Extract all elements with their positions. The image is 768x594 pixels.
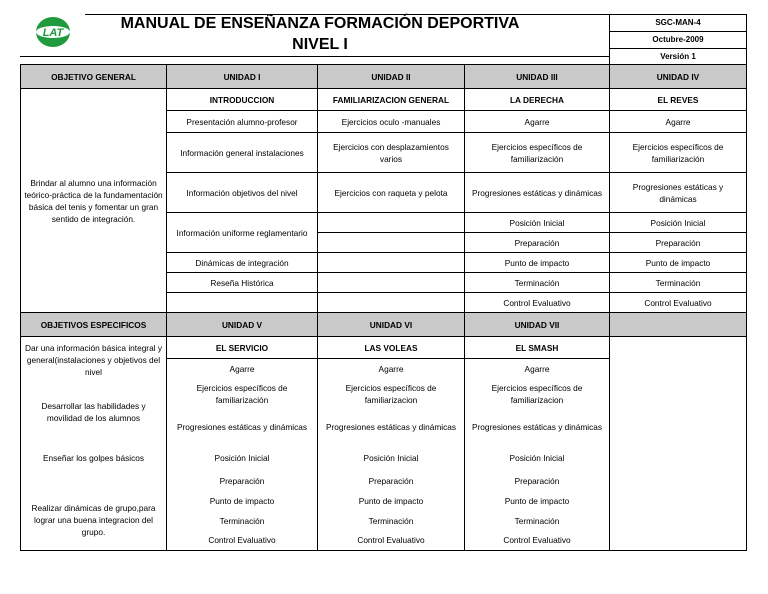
general-objective-text: Brindar al alumno una información teórico-práctica de la fundamentación básica del tenis y fomentar un gran sentido de integración.: [21, 89, 167, 313]
table-cell: Punto de impacto: [465, 253, 610, 273]
table-cell: [318, 233, 465, 253]
table-cell: Información general instalaciones: [167, 133, 318, 173]
specific-objective-text: Enseñar los golpes básicos: [21, 445, 167, 471]
curriculum-table: [20, 64, 747, 551]
logo-text: LAT: [42, 27, 64, 39]
title-rule: [85, 14, 610, 15]
table-cell: Reseña Histórica: [167, 273, 318, 293]
document-title: [95, 14, 545, 54]
empty-cell: [610, 337, 747, 551]
table-cell: Ejercicios específicos de familiarización: [167, 379, 318, 409]
table-cell: Posición Inicial: [465, 445, 610, 471]
table-cell: Agarre: [167, 359, 318, 379]
unit-header: UNIDAD I: [167, 65, 318, 89]
table-cell: Ejercicios específicos de familiarización: [465, 133, 610, 173]
unit-header: UNIDAD VII: [465, 313, 610, 337]
table-cell: Posición Inicial: [610, 213, 747, 233]
objetivos-especificos-header: OBJETIVOS ESPECIFICOS: [21, 313, 167, 337]
unit-title: LA DERECHA: [465, 89, 610, 111]
table-cell: [318, 273, 465, 293]
table-cell: Control Evaluativo: [465, 293, 610, 313]
document-code-box: [609, 14, 747, 66]
unit-title: FAMILIARIZACION GENERAL: [318, 89, 465, 111]
unit-title: INTRODUCCION: [167, 89, 318, 111]
table-cell: [318, 293, 465, 313]
table-cell: Control Evaluativo: [465, 531, 610, 551]
table-cell: Agarre: [465, 111, 610, 133]
table-cell: Punto de impacto: [318, 491, 465, 511]
table-cell: [318, 253, 465, 273]
specific-objective-text: Dar una información básica integral y general(instalaciones y objetivos del nivel: [21, 337, 167, 379]
unit-title: EL SERVICIO: [167, 337, 318, 359]
table-cell: Ejercicios con desplazamientos varios: [318, 133, 465, 173]
document-version: Versión 1: [609, 48, 747, 66]
table-cell: Agarre: [318, 359, 465, 379]
unit-title: LAS VOLEAS: [318, 337, 465, 359]
table-cell: Posición Inicial: [318, 445, 465, 471]
table-cell: Progresiones estáticas y dinámicas: [318, 409, 465, 445]
unit-header: UNIDAD IV: [610, 65, 747, 89]
table-cell: Preparación: [465, 233, 610, 253]
table-cell: Progresiones estáticas y dinámicas: [167, 409, 318, 445]
unit-header: UNIDAD III: [465, 65, 610, 89]
header-rule: [20, 56, 610, 57]
table-cell: Punto de impacto: [610, 253, 747, 273]
table-cell: Control Evaluativo: [318, 531, 465, 551]
table-cell: Ejercicios con raqueta y pelota: [318, 173, 465, 213]
document-code: SGC-MAN-4: [609, 14, 747, 31]
table-row: [21, 337, 747, 359]
table-cell: Terminación: [318, 511, 465, 531]
table-cell: Posición Inicial: [167, 445, 318, 471]
section2-header-row: [21, 313, 747, 337]
table-cell: Ejercicios específicos de familiarizacion: [465, 379, 610, 409]
table-cell: Terminación: [167, 511, 318, 531]
objetivo-general-header: OBJETIVO GENERAL: [21, 65, 167, 89]
table-cell: Progresiones estáticas y dinámicas: [610, 173, 747, 213]
table-cell: Preparación: [610, 233, 747, 253]
table-cell: Punto de impacto: [167, 491, 318, 511]
table-cell: Progresiones estáticas y dinámicas: [465, 409, 610, 445]
table-cell: Control Evaluativo: [610, 293, 747, 313]
specific-objective-text: Desarrollar las habilidades y movilidad de los alumnos: [21, 379, 167, 445]
table-row: [21, 89, 747, 111]
lat-logo: [33, 14, 73, 50]
table-cell: Control Evaluativo: [167, 531, 318, 551]
unit-header: UNIDAD II: [318, 65, 465, 89]
table-cell: Preparación: [465, 471, 610, 491]
document-date: Octubre-2009: [609, 31, 747, 48]
table-cell: [167, 293, 318, 313]
table-cell: Ejercicios específicos de familiarizacion: [318, 379, 465, 409]
table-cell: Ejercicios específicos de familiarización: [610, 133, 747, 173]
table-cell: Terminación: [465, 511, 610, 531]
table-cell: Agarre: [465, 359, 610, 379]
table-cell: Información objetivos del nivel: [167, 173, 318, 213]
table-cell: Preparación: [167, 471, 318, 491]
table-cell: Ejercicios oculo -manuales: [318, 111, 465, 133]
table-cell: Progresiones estáticas y dinámicas: [465, 173, 610, 213]
table-cell: Punto de impacto: [465, 491, 610, 511]
table-cell: [318, 213, 465, 233]
unit-header-empty: [610, 313, 747, 337]
section1-header-row: [21, 65, 747, 89]
spacer-cell: [21, 471, 167, 491]
table-cell: Presentación alumno-profesor: [167, 111, 318, 133]
title-line-1: MANUAL DE ENSEÑANZA FORMACIÓN DEPORTIVA: [120, 15, 520, 32]
table-cell: Dinámicas de integración: [167, 253, 318, 273]
specific-objective-text: Realizar dinámicas de grupo,para lograr una buena integracion del grupo.: [21, 491, 167, 551]
unit-title: EL REVES: [610, 89, 747, 111]
table-cell: Agarre: [610, 111, 747, 133]
table-cell: Terminación: [465, 273, 610, 293]
table-cell: Preparación: [318, 471, 465, 491]
unit-header: UNIDAD V: [167, 313, 318, 337]
table-cell: Posición Inicial: [465, 213, 610, 233]
title-line-2: NIVEL I: [292, 36, 348, 53]
unit-title: EL SMASH: [465, 337, 610, 359]
unit-header: UNIDAD VI: [318, 313, 465, 337]
table-cell: Terminación: [610, 273, 747, 293]
table-cell: Información uniforme reglamentario: [167, 213, 318, 253]
